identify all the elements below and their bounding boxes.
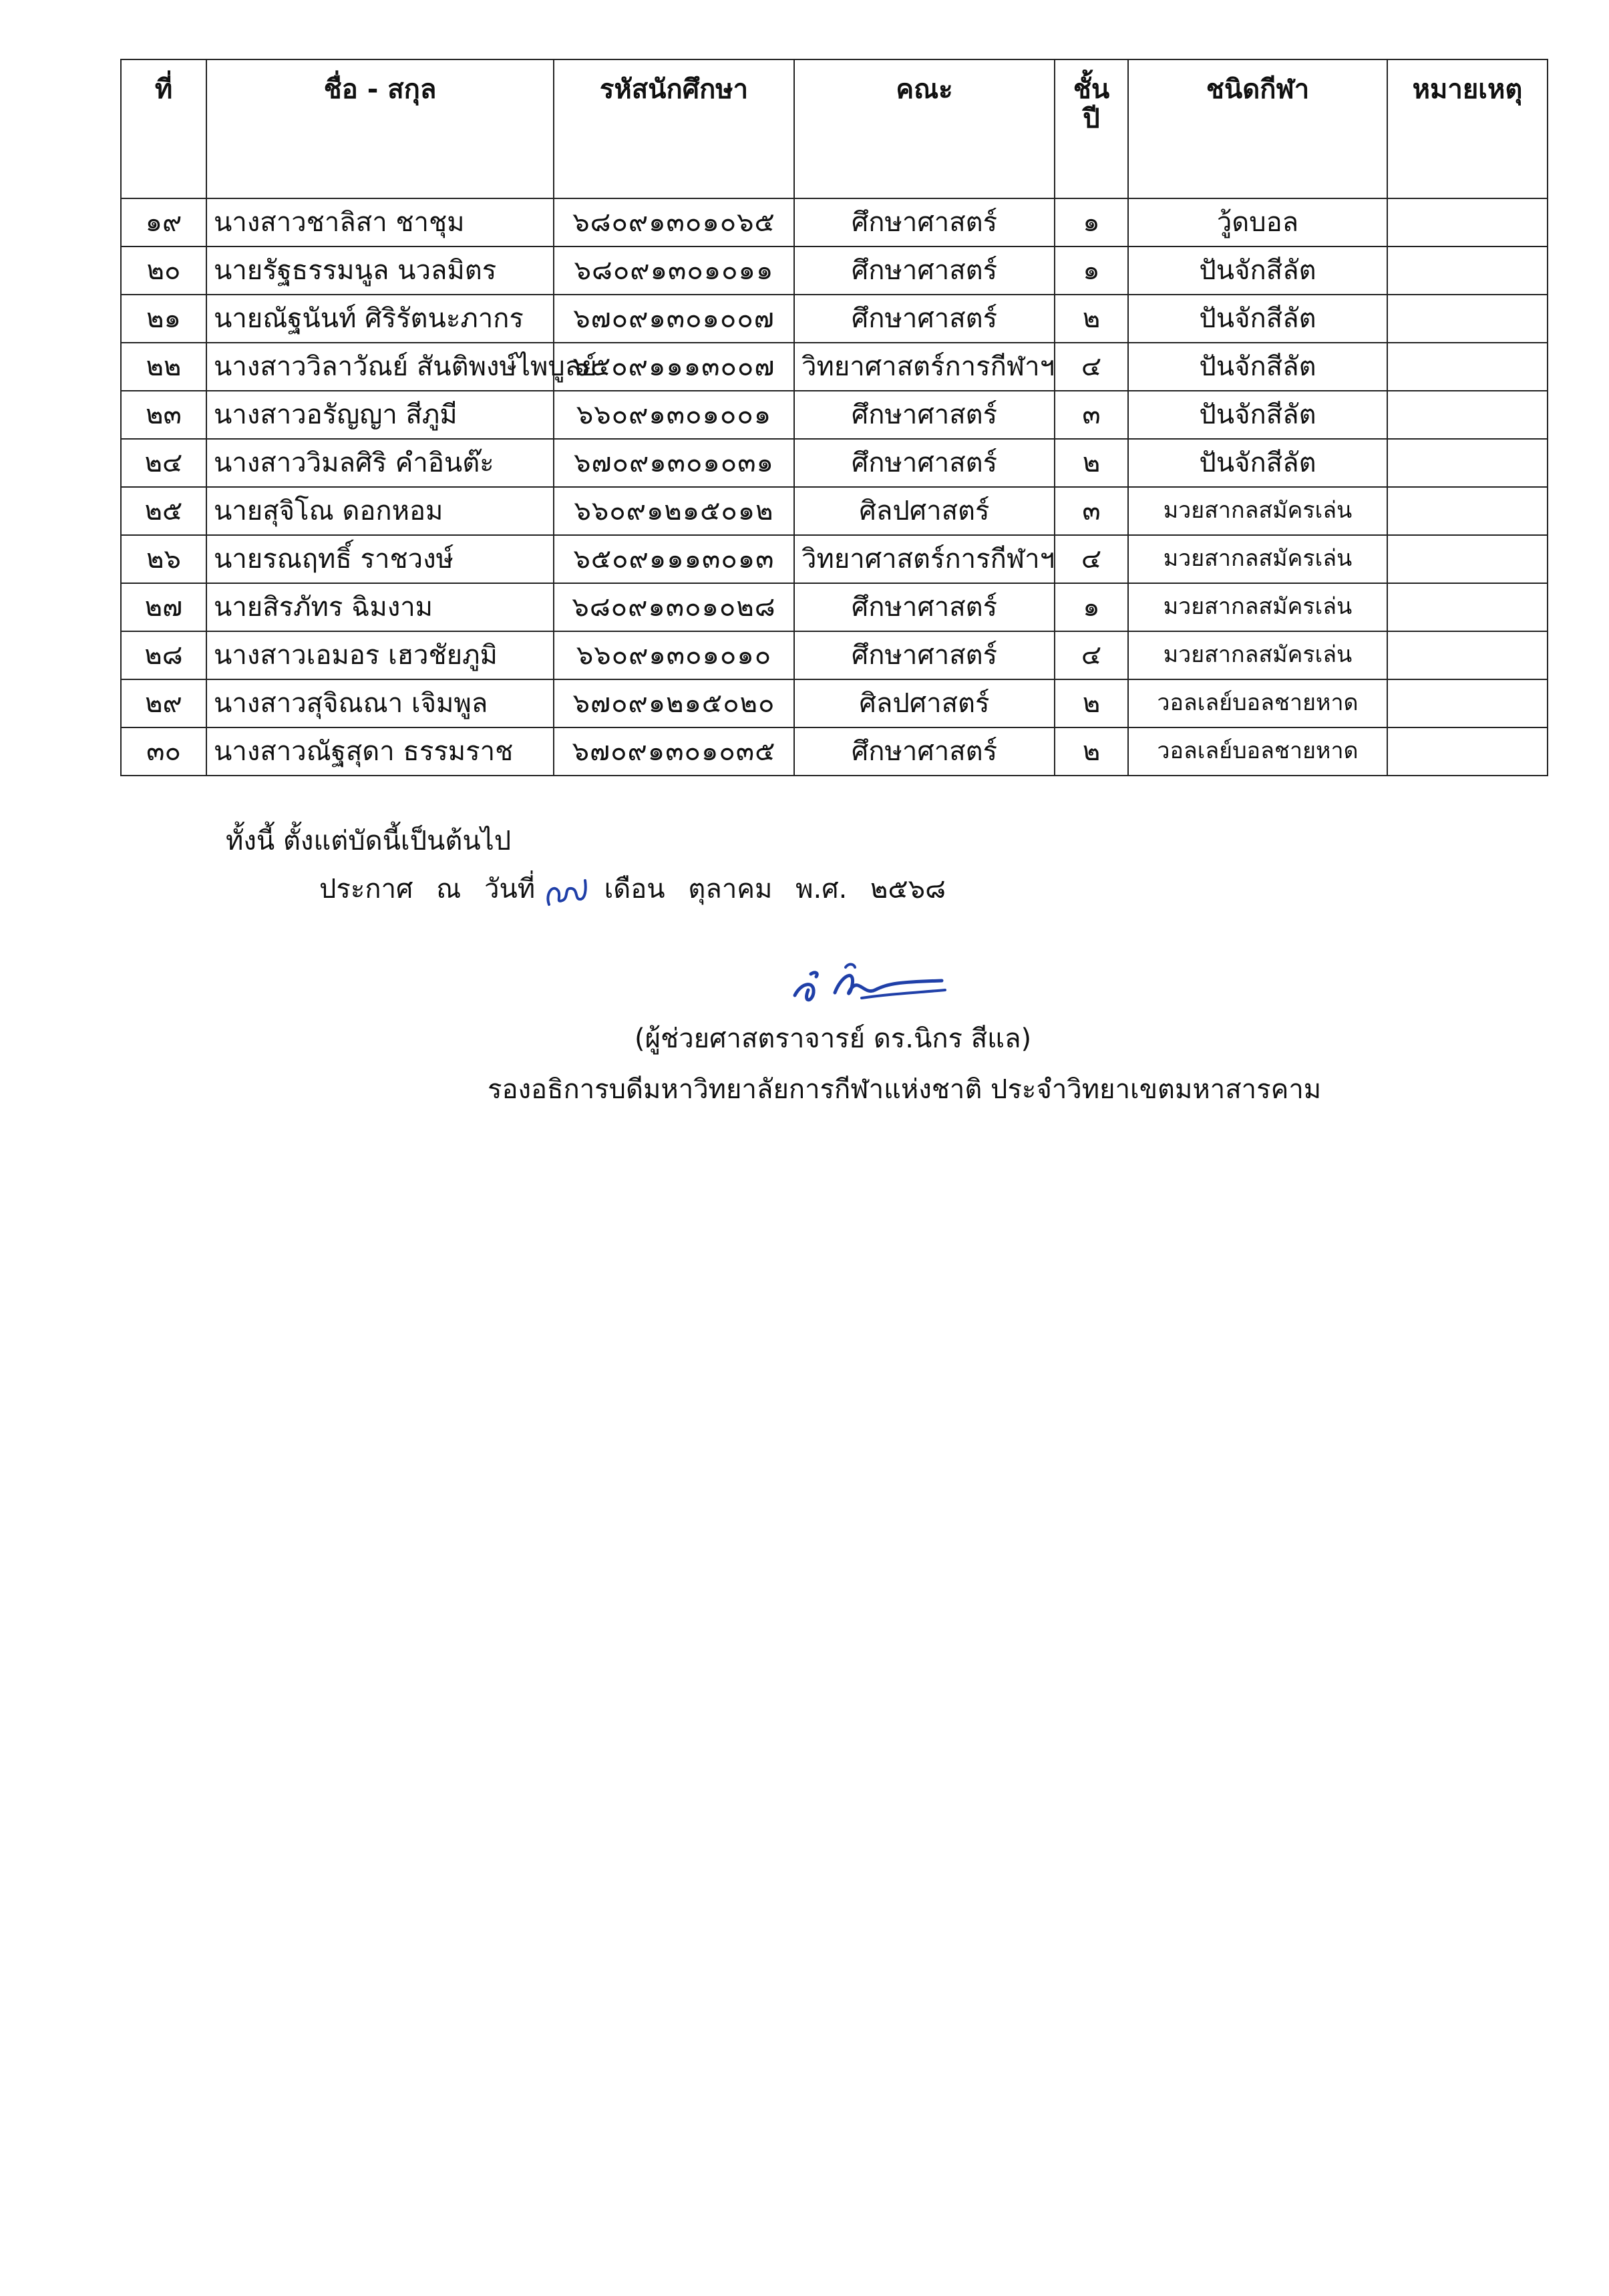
table-row — [121, 535, 1548, 583]
cell-no: ๒๐ — [121, 247, 206, 295]
cell-name: นางสาวณัฐสุดา ธรรมราช — [206, 727, 554, 776]
cell-no: ๒๓ — [121, 391, 206, 439]
cell-remark — [1387, 583, 1548, 631]
cell-sport: มวยสากลสมัครเล่น — [1128, 583, 1387, 631]
announce-day-label: วันที่ — [484, 874, 536, 905]
cell-student-id: ๖๗๐๙๑๓๐๑๐๓๑ — [554, 439, 794, 487]
table-row — [121, 631, 1548, 679]
table-row — [121, 391, 1548, 439]
table-row — [121, 727, 1548, 776]
handwritten-day-icon — [544, 874, 590, 911]
announce-prefix: ประกาศ — [319, 874, 413, 905]
table-body — [121, 198, 1548, 776]
cell-sport: มวยสากลสมัครเล่น — [1128, 487, 1387, 535]
cell-sport: มวยสากลสมัครเล่น — [1128, 535, 1387, 583]
cell-student-id: ๖๘๐๙๑๓๐๑๐๑๑ — [554, 247, 794, 295]
signer-title: รองอธิการบดีมหาวิทยาลัยการกีฬาแห่งชาติ ประจำวิทยาเขตมหาสารคาม — [488, 1074, 1322, 1105]
header-name: ชื่อ - สกุล — [206, 59, 554, 198]
header-student-id: รหัสนักศึกษา — [554, 59, 794, 198]
cell-faculty: ศึกษาศาสตร์ — [794, 391, 1055, 439]
cell-student-id: ๖๗๐๙๑๓๐๑๐๐๗ — [554, 295, 794, 343]
cell-sport: วอลเลย์บอลชายหาด — [1128, 679, 1387, 727]
announce-at: ณ — [436, 874, 462, 905]
cell-name: นายรัฐธรรมนูล นวลมิตร — [206, 247, 554, 295]
effective-statement: ทั้งนี้ ตั้งแต่บัดนี้เป็นต้นไป — [226, 826, 512, 856]
cell-sport: มวยสากลสมัครเล่น — [1128, 631, 1387, 679]
cell-faculty: ศึกษาศาสตร์ — [794, 247, 1055, 295]
signer-name: (ผู้ช่วยศาสตราจารย์ ดร.นิกร สีแล) — [635, 1023, 1032, 1054]
cell-faculty: วิทยาศาสตร์การกีฬาฯ — [794, 343, 1055, 391]
cell-no: ๒๗ — [121, 583, 206, 631]
cell-student-id: ๖๖๐๙๑๒๑๕๐๑๒ — [554, 487, 794, 535]
cell-remark — [1387, 295, 1548, 343]
cell-faculty: ศิลปศาสตร์ — [794, 487, 1055, 535]
announce-year: ๒๕๖๘ — [870, 874, 946, 905]
header-year-line1: ชั้น — [1073, 74, 1110, 105]
cell-student-id: ๖๗๐๙๑๓๐๑๐๓๕ — [554, 727, 794, 776]
header-no: ที่ — [121, 59, 206, 198]
header-year-line2: ปี — [1083, 104, 1100, 134]
cell-remark — [1387, 247, 1548, 295]
cell-sport: ปันจักสีลัต — [1128, 343, 1387, 391]
cell-year: ๓ — [1055, 391, 1128, 439]
cell-remark — [1387, 727, 1548, 776]
announcement-date-line — [319, 867, 960, 910]
cell-faculty: ศึกษาศาสตร์ — [794, 295, 1055, 343]
header-faculty: คณะ — [794, 59, 1055, 198]
cell-faculty: ศึกษาศาสตร์ — [794, 583, 1055, 631]
announce-month-label: เดือน — [604, 874, 665, 905]
cell-name: นายสุจิโณ ดอกหอม — [206, 487, 554, 535]
cell-no: ๒๖ — [121, 535, 206, 583]
cell-sport: ปันจักสีลัต — [1128, 295, 1387, 343]
cell-name: นางสาววิมลศิริ คำอินต๊ะ — [206, 439, 554, 487]
cell-no: ๑๙ — [121, 198, 206, 247]
student-roster-table — [120, 59, 1548, 776]
cell-year: ๒ — [1055, 727, 1128, 776]
cell-student-id: ๖๘๐๙๑๓๐๑๐๒๘ — [554, 583, 794, 631]
cell-year: ๒ — [1055, 295, 1128, 343]
announce-month: ตุลาคม — [688, 874, 773, 905]
cell-year: ๔ — [1055, 535, 1128, 583]
table-row — [121, 343, 1548, 391]
cell-name: นางสาวเอมอร เฮวชัยภูมิ — [206, 631, 554, 679]
cell-faculty: ศึกษาศาสตร์ — [794, 727, 1055, 776]
cell-remark — [1387, 391, 1548, 439]
header-sport: ชนิดกีฬา — [1128, 59, 1387, 198]
cell-name: นายสิรภัทร ฉิมงาม — [206, 583, 554, 631]
handwritten-day — [544, 874, 590, 910]
header-remark: หมายเหตุ — [1387, 59, 1548, 198]
cell-student-id: ๖๘๐๙๑๓๐๑๐๖๕ — [554, 198, 794, 247]
signature-mark — [781, 949, 955, 1022]
cell-faculty: ศึกษาศาสตร์ — [794, 631, 1055, 679]
cell-name: นายรณฤทธิ์ ราชวงษ์ — [206, 535, 554, 583]
cell-remark — [1387, 439, 1548, 487]
cell-faculty: ศึกษาศาสตร์ — [794, 439, 1055, 487]
cell-no: ๒๕ — [121, 487, 206, 535]
cell-name: นางสาวชาลิสา ชาชุม — [206, 198, 554, 247]
header-year — [1055, 59, 1128, 198]
cell-year: ๔ — [1055, 631, 1128, 679]
cell-faculty: ศึกษาศาสตร์ — [794, 198, 1055, 247]
cell-student-id: ๖๗๐๙๑๒๑๕๐๒๐ — [554, 679, 794, 727]
cell-remark — [1387, 631, 1548, 679]
cell-sport: ปันจักสีลัต — [1128, 247, 1387, 295]
cell-no: ๒๘ — [121, 631, 206, 679]
cell-year: ๑ — [1055, 583, 1128, 631]
cell-year: ๒ — [1055, 679, 1128, 727]
cell-no: ๒๔ — [121, 439, 206, 487]
cell-year: ๔ — [1055, 343, 1128, 391]
cell-sport: วอลเลย์บอลชายหาด — [1128, 727, 1387, 776]
table-row — [121, 487, 1548, 535]
cell-name: นางสาววิลาวัณย์ สันติพงษ์ไพบูลย์ — [206, 343, 554, 391]
cell-year: ๓ — [1055, 487, 1128, 535]
cell-student-id: ๖๕๐๙๑๑๑๓๐๐๗ — [554, 343, 794, 391]
cell-faculty: วิทยาศาสตร์การกีฬาฯ — [794, 535, 1055, 583]
table-row — [121, 295, 1548, 343]
announce-year-label: พ.ศ. — [795, 874, 848, 905]
cell-student-id: ๖๖๐๙๑๓๐๑๐๐๑ — [554, 391, 794, 439]
cell-no: ๒๙ — [121, 679, 206, 727]
cell-student-id: ๖๕๐๙๑๑๑๓๐๑๓ — [554, 535, 794, 583]
table-header-row — [121, 59, 1548, 198]
cell-remark — [1387, 679, 1548, 727]
table-row — [121, 198, 1548, 247]
table-row — [121, 247, 1548, 295]
cell-sport: ปันจักสีลัต — [1128, 391, 1387, 439]
cell-no: ๓๐ — [121, 727, 206, 776]
cell-student-id: ๖๖๐๙๑๓๐๑๐๑๐ — [554, 631, 794, 679]
table-row — [121, 679, 1548, 727]
cell-year: ๑ — [1055, 247, 1128, 295]
cell-sport: วู้ดบอล — [1128, 198, 1387, 247]
cell-name: นางสาวสุจิณณา เจิมพูล — [206, 679, 554, 727]
cell-remark — [1387, 343, 1548, 391]
cell-name: นางสาวอรัญญา สีภูมี — [206, 391, 554, 439]
table-row — [121, 439, 1548, 487]
cell-faculty: ศิลปศาสตร์ — [794, 679, 1055, 727]
cell-remark — [1387, 487, 1548, 535]
cell-name: นายณัฐนันท์ ศิริรัตนะภากร — [206, 295, 554, 343]
cell-year: ๒ — [1055, 439, 1128, 487]
cell-no: ๒๑ — [121, 295, 206, 343]
cell-remark — [1387, 535, 1548, 583]
cell-no: ๒๒ — [121, 343, 206, 391]
cell-sport: ปันจักสีลัต — [1128, 439, 1387, 487]
cell-year: ๑ — [1055, 198, 1128, 247]
cell-remark — [1387, 198, 1548, 247]
table-row — [121, 583, 1548, 631]
